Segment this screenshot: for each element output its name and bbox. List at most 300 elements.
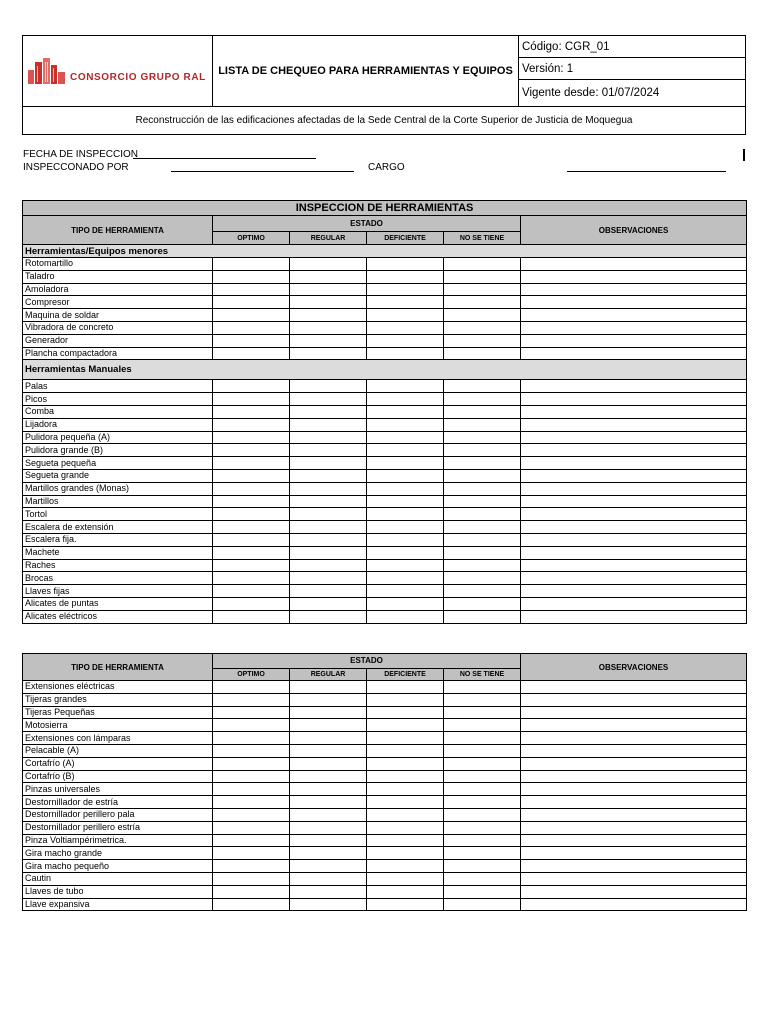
check-optimal[interactable] (213, 444, 290, 457)
check-optimal[interactable] (213, 334, 290, 347)
observation-field[interactable] (521, 732, 747, 745)
tool-name: Cortafrío (A) (23, 757, 213, 770)
check-deficient[interactable] (367, 321, 444, 334)
check-optimal[interactable] (213, 732, 290, 745)
observation-field[interactable] (521, 444, 747, 457)
check-deficient[interactable] (367, 457, 444, 470)
check-optimal[interactable] (213, 309, 290, 322)
check-regular[interactable] (290, 469, 367, 482)
table-row (23, 321, 747, 334)
check-deficient[interactable] (367, 744, 444, 757)
check-optimal[interactable] (213, 719, 290, 732)
check-deficient[interactable] (367, 597, 444, 610)
check-optimal[interactable] (213, 258, 290, 271)
observation-field[interactable] (521, 431, 747, 444)
check-not-owned[interactable] (444, 783, 521, 796)
table-row (23, 296, 747, 309)
check-not-owned[interactable] (444, 744, 521, 757)
check-deficient[interactable] (367, 847, 444, 860)
col-state: ESTADO (213, 654, 521, 669)
check-not-owned[interactable] (444, 572, 521, 585)
check-regular[interactable] (290, 834, 367, 847)
tool-name: Llave expansiva (23, 898, 213, 911)
observation-field[interactable] (521, 597, 747, 610)
check-not-owned[interactable] (444, 321, 521, 334)
check-regular[interactable] (290, 431, 367, 444)
check-regular[interactable] (290, 757, 367, 770)
check-regular[interactable] (290, 334, 367, 347)
check-not-owned[interactable] (444, 808, 521, 821)
observation-field[interactable] (521, 706, 747, 719)
check-regular[interactable] (290, 418, 367, 431)
observation-field[interactable] (521, 270, 747, 283)
check-not-owned[interactable] (444, 457, 521, 470)
check-not-owned[interactable] (444, 719, 521, 732)
table-row (23, 757, 747, 770)
check-optimal[interactable] (213, 457, 290, 470)
position-field[interactable] (567, 171, 726, 172)
check-regular[interactable] (290, 681, 367, 694)
inspection-table-2 (22, 653, 747, 911)
observation-field[interactable] (521, 783, 747, 796)
observation-field[interactable] (521, 834, 747, 847)
table-row (23, 847, 747, 860)
table-row (23, 872, 747, 885)
check-deficient[interactable] (367, 334, 444, 347)
observation-field[interactable] (521, 585, 747, 598)
check-not-owned[interactable] (444, 681, 521, 694)
tool-name: Rotomartillo (23, 258, 213, 271)
check-deficient[interactable] (367, 405, 444, 418)
check-optimal[interactable] (213, 431, 290, 444)
table-row (23, 533, 747, 546)
observation-field[interactable] (521, 482, 747, 495)
check-deficient[interactable] (367, 521, 444, 534)
tool-name: Extensiones con lámparas (23, 732, 213, 745)
check-deficient[interactable] (367, 309, 444, 322)
check-not-owned[interactable] (444, 334, 521, 347)
check-regular[interactable] (290, 521, 367, 534)
check-optimal[interactable] (213, 469, 290, 482)
table-row (23, 270, 747, 283)
tool-name: Tortol (23, 508, 213, 521)
check-not-owned[interactable] (444, 270, 521, 283)
check-regular[interactable] (290, 860, 367, 873)
check-optimal[interactable] (213, 872, 290, 885)
observation-field[interactable] (521, 508, 747, 521)
check-deficient[interactable] (367, 706, 444, 719)
tool-name: Gira macho pequeño (23, 860, 213, 873)
check-not-owned[interactable] (444, 770, 521, 783)
check-optimal[interactable] (213, 296, 290, 309)
tool-name: Pinza Voltiampérimetrica. (23, 834, 213, 847)
check-regular[interactable] (290, 585, 367, 598)
check-not-owned[interactable] (444, 885, 521, 898)
margin-marker (743, 149, 745, 161)
check-not-owned[interactable] (444, 482, 521, 495)
check-deficient[interactable] (367, 872, 444, 885)
check-deficient[interactable] (367, 732, 444, 745)
check-deficient[interactable] (367, 469, 444, 482)
table-row (23, 508, 747, 521)
check-optimal[interactable] (213, 533, 290, 546)
check-regular[interactable] (290, 444, 367, 457)
tool-name: Pelacable (A) (23, 744, 213, 757)
observation-field[interactable] (521, 796, 747, 809)
check-not-owned[interactable] (444, 258, 521, 271)
observation-field[interactable] (521, 418, 747, 431)
tool-name: Brocas (23, 572, 213, 585)
check-regular[interactable] (290, 546, 367, 559)
check-regular[interactable] (290, 744, 367, 757)
col-deficient: DEFICIENTE (367, 232, 444, 245)
table-row (23, 597, 747, 610)
check-regular[interactable] (290, 847, 367, 860)
check-not-owned[interactable] (444, 309, 521, 322)
check-not-owned[interactable] (444, 757, 521, 770)
check-regular[interactable] (290, 258, 367, 271)
check-not-owned[interactable] (444, 898, 521, 911)
check-regular[interactable] (290, 559, 367, 572)
check-deficient[interactable] (367, 834, 444, 847)
check-regular[interactable] (290, 898, 367, 911)
check-not-owned[interactable] (444, 559, 521, 572)
observation-field[interactable] (521, 533, 747, 546)
tool-name: Comba (23, 405, 213, 418)
table-row (23, 418, 747, 431)
tool-name: Machete (23, 546, 213, 559)
tool-name: Cautin (23, 872, 213, 885)
check-not-owned[interactable] (444, 533, 521, 546)
check-deficient[interactable] (367, 719, 444, 732)
check-optimal[interactable] (213, 885, 290, 898)
check-optimal[interactable] (213, 418, 290, 431)
tool-name: Pulidora pequeña (A) (23, 431, 213, 444)
table-row (23, 444, 747, 457)
table-row (23, 559, 747, 572)
observation-field[interactable] (521, 321, 747, 334)
check-optimal[interactable] (213, 610, 290, 623)
tool-name: Plancha compactadora (23, 347, 213, 360)
check-deficient[interactable] (367, 296, 444, 309)
tool-name: Alicates eléctricos (23, 610, 213, 623)
table-row (23, 283, 747, 296)
check-regular[interactable] (290, 457, 367, 470)
check-deficient[interactable] (367, 283, 444, 296)
check-optimal[interactable] (213, 508, 290, 521)
check-not-owned[interactable] (444, 347, 521, 360)
check-regular[interactable] (290, 719, 367, 732)
check-deficient[interactable] (367, 572, 444, 585)
date-label: FECHA DE INSPECCION (23, 149, 139, 160)
check-optimal[interactable] (213, 559, 290, 572)
check-regular[interactable] (290, 808, 367, 821)
check-optimal[interactable] (213, 405, 290, 418)
check-regular[interactable] (290, 770, 367, 783)
check-not-owned[interactable] (444, 444, 521, 457)
col-optimal: OPTIMO (213, 232, 290, 245)
check-not-owned[interactable] (444, 610, 521, 623)
check-deficient[interactable] (367, 418, 444, 431)
observation-field[interactable] (521, 457, 747, 470)
observation-field[interactable] (521, 770, 747, 783)
tool-name: Pulidora grande (B) (23, 444, 213, 457)
col-observations: OBSERVACIONES (521, 216, 747, 245)
check-regular[interactable] (290, 821, 367, 834)
company-logo (23, 58, 212, 84)
check-optimal[interactable] (213, 597, 290, 610)
tool-name: Martillos grandes (Monas) (23, 482, 213, 495)
document-version: Versión: 1 (519, 58, 746, 80)
table-row (23, 572, 747, 585)
table-row (23, 347, 747, 360)
check-not-owned[interactable] (444, 597, 521, 610)
check-not-owned[interactable] (444, 431, 521, 444)
observation-field[interactable] (521, 347, 747, 360)
check-regular[interactable] (290, 347, 367, 360)
check-optimal[interactable] (213, 770, 290, 783)
check-regular[interactable] (290, 482, 367, 495)
check-regular[interactable] (290, 508, 367, 521)
observation-field[interactable] (521, 757, 747, 770)
observation-field[interactable] (521, 885, 747, 898)
observation-field[interactable] (521, 821, 747, 834)
inspector-field[interactable] (171, 171, 354, 172)
check-regular[interactable] (290, 732, 367, 745)
observation-field[interactable] (521, 572, 747, 585)
check-regular[interactable] (290, 393, 367, 406)
check-optimal[interactable] (213, 796, 290, 809)
check-not-owned[interactable] (444, 821, 521, 834)
check-not-owned[interactable] (444, 872, 521, 885)
check-regular[interactable] (290, 693, 367, 706)
check-not-owned[interactable] (444, 693, 521, 706)
check-not-owned[interactable] (444, 508, 521, 521)
check-regular[interactable] (290, 270, 367, 283)
check-not-owned[interactable] (444, 521, 521, 534)
table-row (23, 744, 747, 757)
check-deficient[interactable] (367, 898, 444, 911)
valid-from: Vigente desde: 01/07/2024 (519, 80, 746, 107)
check-optimal[interactable] (213, 270, 290, 283)
check-deficient[interactable] (367, 482, 444, 495)
check-optimal[interactable] (213, 380, 290, 393)
observation-field[interactable] (521, 495, 747, 508)
observation-field[interactable] (521, 693, 747, 706)
table-row (23, 796, 747, 809)
check-not-owned[interactable] (444, 495, 521, 508)
tool-name: Llaves de tubo (23, 885, 213, 898)
check-optimal[interactable] (213, 482, 290, 495)
check-deficient[interactable] (367, 270, 444, 283)
check-regular[interactable] (290, 885, 367, 898)
observation-field[interactable] (521, 898, 747, 911)
check-regular[interactable] (290, 706, 367, 719)
table-row (23, 258, 747, 271)
check-not-owned[interactable] (444, 469, 521, 482)
col-state: ESTADO (213, 216, 521, 232)
observation-field[interactable] (521, 847, 747, 860)
observation-field[interactable] (521, 610, 747, 623)
observation-field[interactable] (521, 469, 747, 482)
check-deficient[interactable] (367, 821, 444, 834)
check-regular[interactable] (290, 296, 367, 309)
check-regular[interactable] (290, 405, 367, 418)
check-optimal[interactable] (213, 706, 290, 719)
observation-field[interactable] (521, 872, 747, 885)
check-optimal[interactable] (213, 898, 290, 911)
check-optimal[interactable] (213, 757, 290, 770)
observation-field[interactable] (521, 283, 747, 296)
table-row (23, 393, 747, 406)
check-deficient[interactable] (367, 681, 444, 694)
date-field[interactable] (133, 158, 316, 159)
check-not-owned[interactable] (444, 296, 521, 309)
check-regular[interactable] (290, 597, 367, 610)
check-deficient[interactable] (367, 431, 444, 444)
check-deficient[interactable] (367, 380, 444, 393)
check-regular[interactable] (290, 495, 367, 508)
check-not-owned[interactable] (444, 380, 521, 393)
check-optimal[interactable] (213, 585, 290, 598)
check-regular[interactable] (290, 572, 367, 585)
check-regular[interactable] (290, 610, 367, 623)
check-optimal[interactable] (213, 495, 290, 508)
col-regular: REGULAR (290, 668, 367, 680)
observation-field[interactable] (521, 334, 747, 347)
check-not-owned[interactable] (444, 706, 521, 719)
check-not-owned[interactable] (444, 283, 521, 296)
check-deficient[interactable] (367, 508, 444, 521)
table-row (23, 457, 747, 470)
check-not-owned[interactable] (444, 796, 521, 809)
observation-field[interactable] (521, 393, 747, 406)
position-label: CARGO (368, 162, 405, 173)
check-optimal[interactable] (213, 693, 290, 706)
check-deficient[interactable] (367, 347, 444, 360)
check-optimal[interactable] (213, 808, 290, 821)
check-deficient[interactable] (367, 258, 444, 271)
observation-field[interactable] (521, 559, 747, 572)
tool-name: Destornillador perillero estría (23, 821, 213, 834)
tool-name: Amoladora (23, 283, 213, 296)
check-deficient[interactable] (367, 585, 444, 598)
check-optimal[interactable] (213, 821, 290, 834)
observation-field[interactable] (521, 296, 747, 309)
check-optimal[interactable] (213, 860, 290, 873)
check-optimal[interactable] (213, 681, 290, 694)
observation-field[interactable] (521, 860, 747, 873)
observation-field[interactable] (521, 258, 747, 271)
check-regular[interactable] (290, 872, 367, 885)
table-row (23, 469, 747, 482)
check-deficient[interactable] (367, 808, 444, 821)
check-deficient[interactable] (367, 757, 444, 770)
observation-field[interactable] (521, 546, 747, 559)
observation-field[interactable] (521, 521, 747, 534)
observation-field[interactable] (521, 808, 747, 821)
table-row (23, 546, 747, 559)
check-optimal[interactable] (213, 393, 290, 406)
check-deficient[interactable] (367, 546, 444, 559)
tool-name: Martillos (23, 495, 213, 508)
check-optimal[interactable] (213, 283, 290, 296)
table-row (23, 380, 747, 393)
check-deficient[interactable] (367, 693, 444, 706)
table-row (23, 821, 747, 834)
check-deficient[interactable] (367, 610, 444, 623)
logo-cell (23, 36, 213, 107)
check-regular[interactable] (290, 283, 367, 296)
check-optimal[interactable] (213, 783, 290, 796)
check-deficient[interactable] (367, 860, 444, 873)
observation-field[interactable] (521, 309, 747, 322)
check-optimal[interactable] (213, 834, 290, 847)
check-not-owned[interactable] (444, 546, 521, 559)
table-row (23, 431, 747, 444)
check-regular[interactable] (290, 796, 367, 809)
check-not-owned[interactable] (444, 847, 521, 860)
check-deficient[interactable] (367, 495, 444, 508)
check-deficient[interactable] (367, 393, 444, 406)
table-row (23, 860, 747, 873)
check-optimal[interactable] (213, 546, 290, 559)
table-row (23, 610, 747, 623)
check-optimal[interactable] (213, 572, 290, 585)
check-not-owned[interactable] (444, 393, 521, 406)
inspection-table-1 (22, 200, 747, 624)
check-not-owned[interactable] (444, 834, 521, 847)
table-title: INSPECCION DE HERRAMIENTAS (23, 201, 747, 216)
table-row (23, 693, 747, 706)
check-deficient[interactable] (367, 783, 444, 796)
tool-name: Compresor (23, 296, 213, 309)
check-regular[interactable] (290, 533, 367, 546)
check-optimal[interactable] (213, 521, 290, 534)
check-deficient[interactable] (367, 770, 444, 783)
check-regular[interactable] (290, 309, 367, 322)
section-header: Herramientas Manuales (23, 360, 747, 380)
check-regular[interactable] (290, 321, 367, 334)
observation-field[interactable] (521, 744, 747, 757)
check-deficient[interactable] (367, 885, 444, 898)
check-optimal[interactable] (213, 744, 290, 757)
tool-name: Segueta grande (23, 469, 213, 482)
check-not-owned[interactable] (444, 418, 521, 431)
check-optimal[interactable] (213, 347, 290, 360)
observation-field[interactable] (521, 405, 747, 418)
check-regular[interactable] (290, 783, 367, 796)
check-not-owned[interactable] (444, 405, 521, 418)
table-row (23, 521, 747, 534)
table-row (23, 585, 747, 598)
check-not-owned[interactable] (444, 732, 521, 745)
check-deficient[interactable] (367, 533, 444, 546)
check-deficient[interactable] (367, 796, 444, 809)
check-optimal[interactable] (213, 847, 290, 860)
observation-field[interactable] (521, 719, 747, 732)
col-not-owned: NO SE TIENE (444, 668, 521, 680)
check-regular[interactable] (290, 380, 367, 393)
check-optimal[interactable] (213, 321, 290, 334)
check-not-owned[interactable] (444, 860, 521, 873)
observation-field[interactable] (521, 681, 747, 694)
check-deficient[interactable] (367, 559, 444, 572)
check-not-owned[interactable] (444, 585, 521, 598)
check-deficient[interactable] (367, 444, 444, 457)
observation-field[interactable] (521, 380, 747, 393)
tool-name: Destornillador perillero pala (23, 808, 213, 821)
